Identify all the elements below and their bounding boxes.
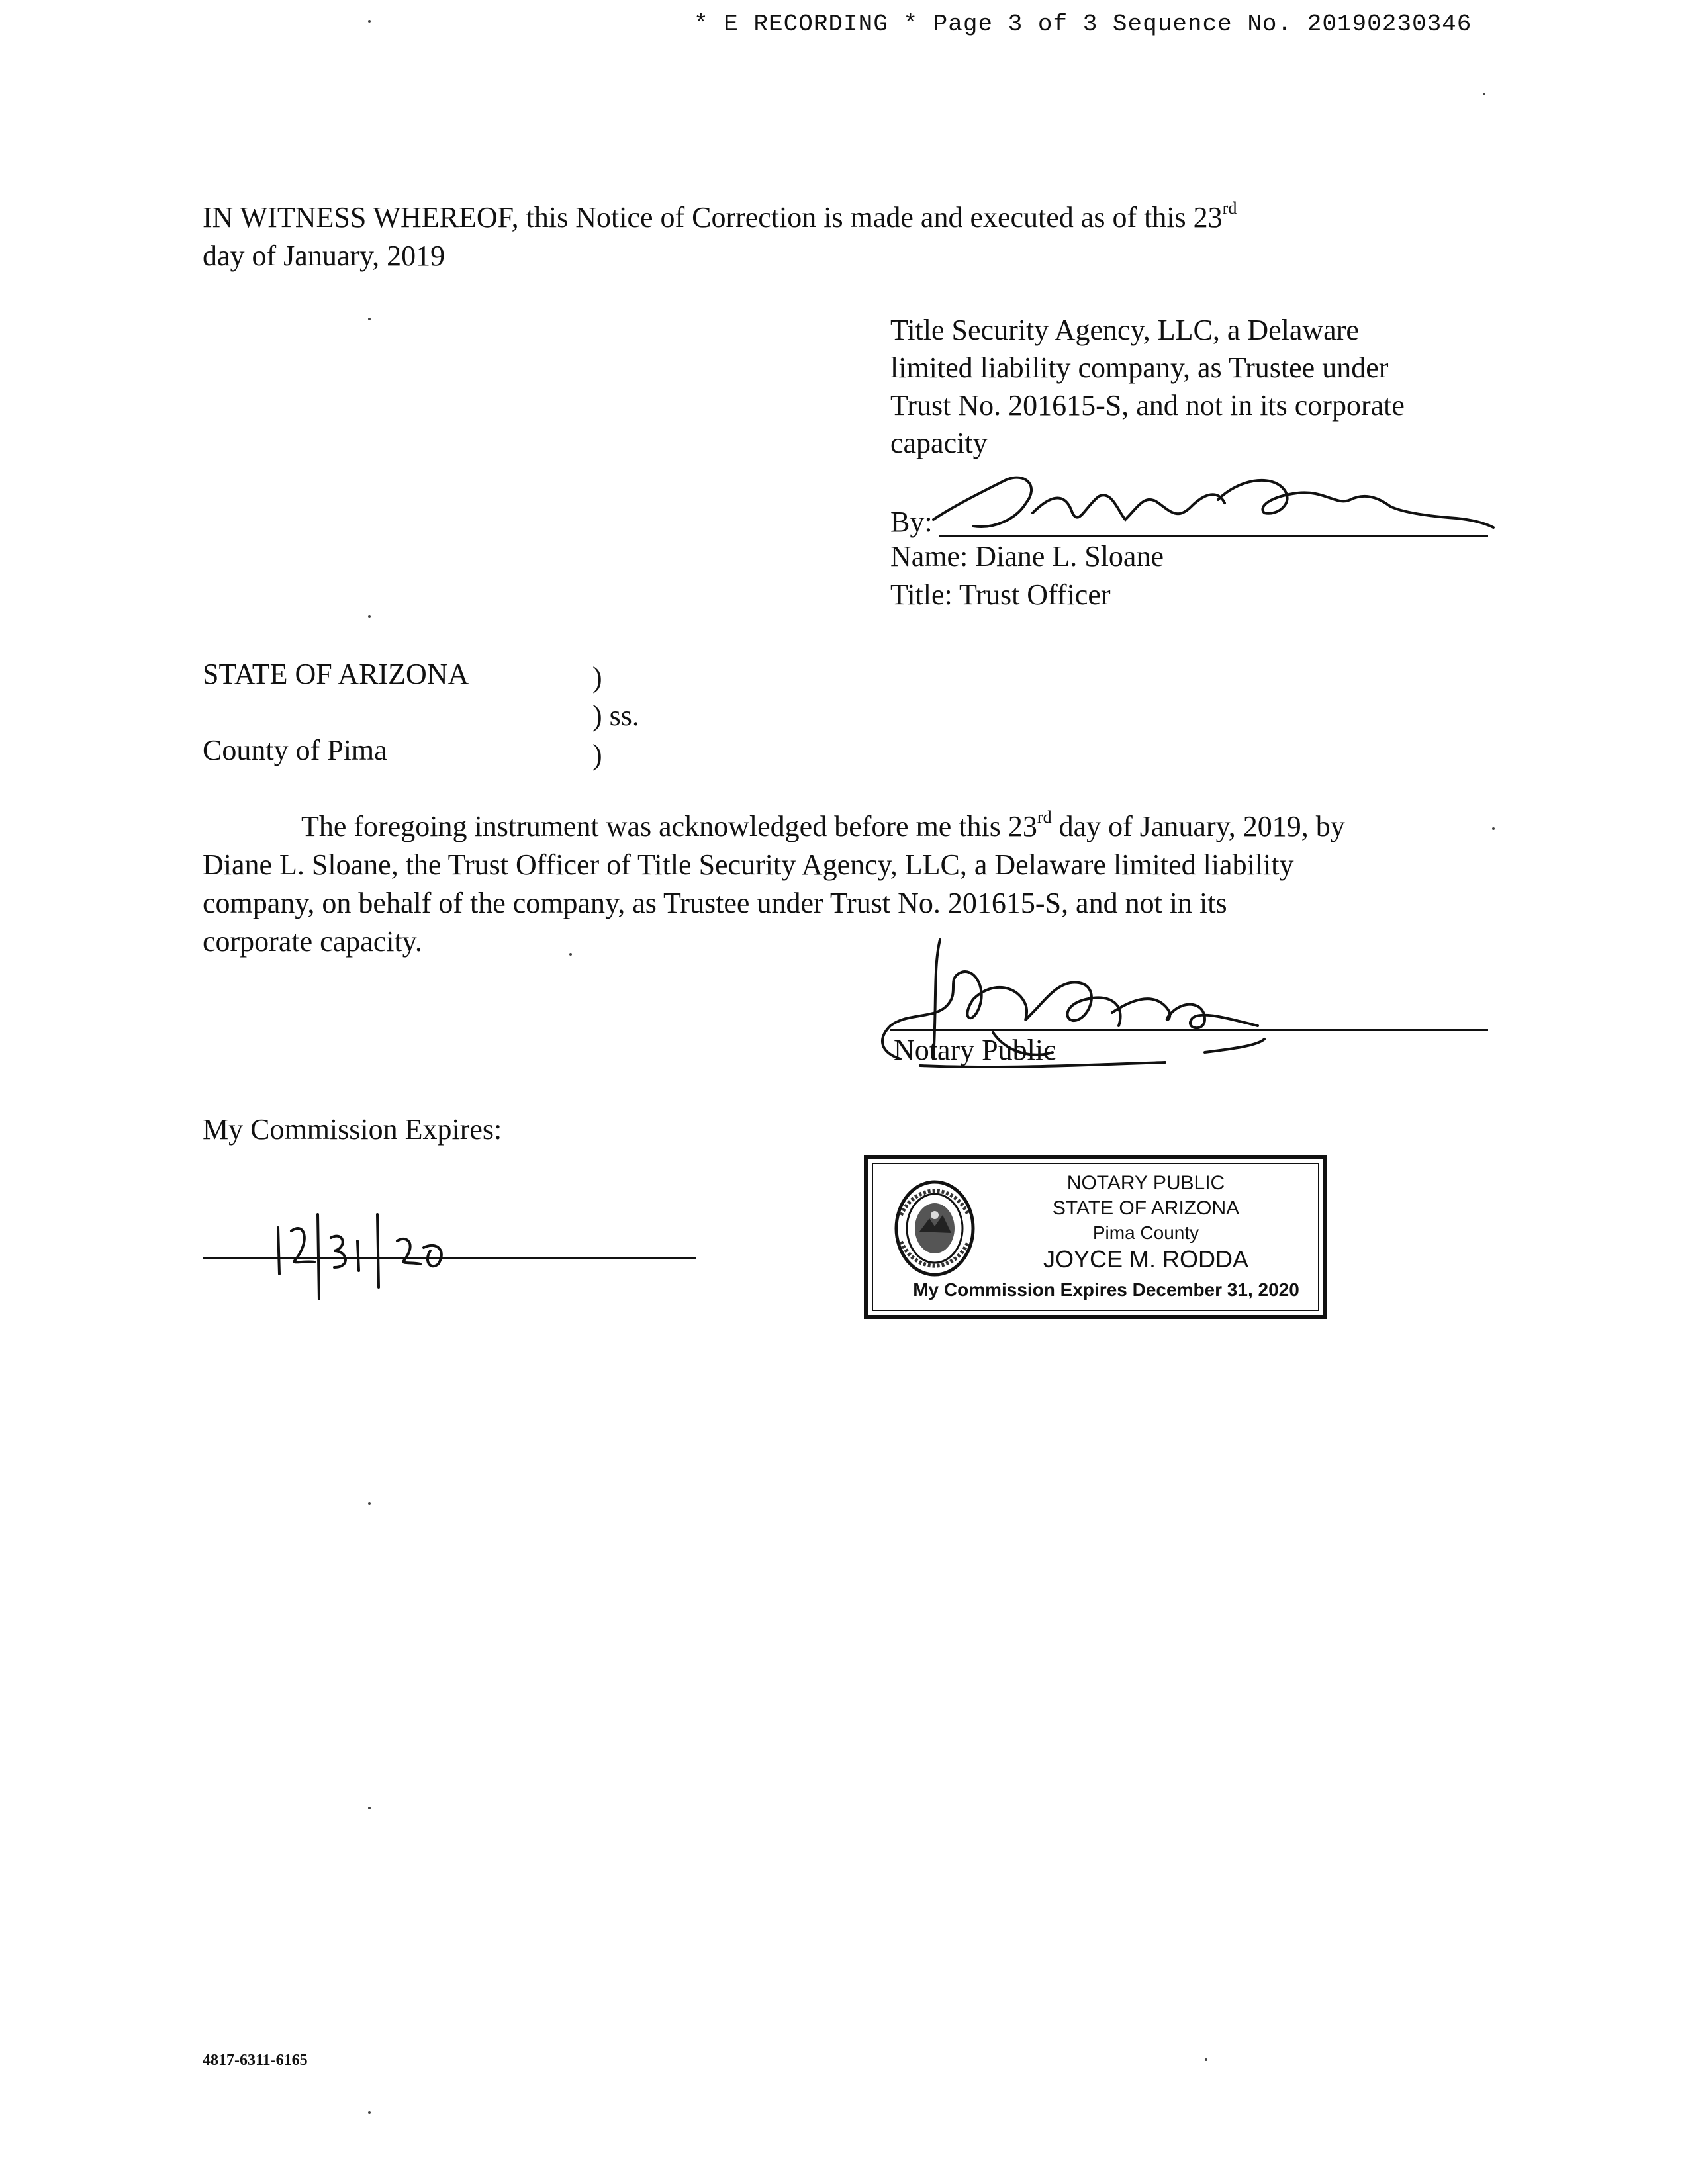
trustee-line-4: capacity (890, 427, 988, 459)
stamp-line-1: NOTARY PUBLIC (1066, 1172, 1225, 1194)
signer-title: Title: Trust Officer (890, 578, 1111, 611)
ack-ordinal: rd (1037, 807, 1052, 827)
scan-speck (368, 1502, 371, 1505)
scan-speck (569, 953, 572, 956)
witness-date-line: day of January, 2019 (203, 240, 445, 272)
venue-paren-bottom: ) (592, 739, 602, 771)
handwritten-date-text: 12 31 20 (265, 1201, 267, 1202)
venue-paren-top: ) (592, 661, 602, 694)
ack-line-3: company, on behalf of the company, as Trustee under Trust No. 201615-S, and not in its (203, 887, 1227, 919)
ack-text-b: day of January, 2019, by (1051, 810, 1345, 842)
ack-line-1 (301, 807, 1345, 846)
trustee-line-1: Title Security Agency, LLC, a Delaware (890, 314, 1359, 346)
witness-clause (203, 199, 1493, 237)
venue-county: County of Pima (203, 734, 387, 766)
witness-text: IN WITNESS WHEREOF, this Notice of Correction is made and executed as of this 23 (203, 201, 1223, 234)
scan-speck (368, 2111, 371, 2114)
stamp-line-3: Pima County (1092, 1222, 1199, 1243)
stamp-line-4: JOYCE M. RODDA (1043, 1246, 1249, 1273)
commission-label: My Commission Expires: (203, 1113, 502, 1146)
recording-header: * E RECORDING * Page 3 of 3 Sequence No. 20190230346 (694, 11, 1472, 38)
stamp-line-2: STATE OF ARIZONA (1052, 1197, 1240, 1219)
trustee-line-2: limited liability company, as Trustee under (890, 351, 1389, 384)
witness-ordinal: rd (1222, 199, 1237, 218)
venue-state: STATE OF ARIZONA (203, 658, 469, 690)
handwritten-commission-date (265, 1201, 463, 1300)
scan-speck (1483, 93, 1485, 95)
by-label: By: (890, 506, 933, 538)
footer-doc-number: 4817-6311-6165 (203, 2052, 308, 2069)
notary-stamp (864, 1155, 1327, 1319)
scan-speck (1492, 827, 1495, 830)
ack-line-2: Diane L. Sloane, the Trust Officer of Title Security Agency, LLC, a Delaware limited liability (203, 848, 1294, 881)
arizona-seal-icon (893, 1179, 976, 1278)
signer-name: Name: Diane L. Sloane (890, 540, 1164, 572)
trustee-line-3: Trust No. 201615-S, and not in its corporate (890, 389, 1405, 422)
venue-ss: ) ss. (592, 700, 639, 732)
scan-speck (368, 318, 371, 320)
stamp-line-5: My Commission Expires December 31, 2020 (913, 1279, 1299, 1300)
notary-public-caption: Notary Public (894, 1034, 1056, 1066)
scan-speck (368, 1807, 371, 1809)
ack-line-4: corporate capacity. (203, 925, 422, 958)
ack-text-a: The foregoing instrument was acknowledged before me this 23 (301, 810, 1037, 842)
scan-speck (368, 20, 371, 23)
scan-speck (1205, 2058, 1207, 2061)
scan-speck (368, 615, 371, 618)
